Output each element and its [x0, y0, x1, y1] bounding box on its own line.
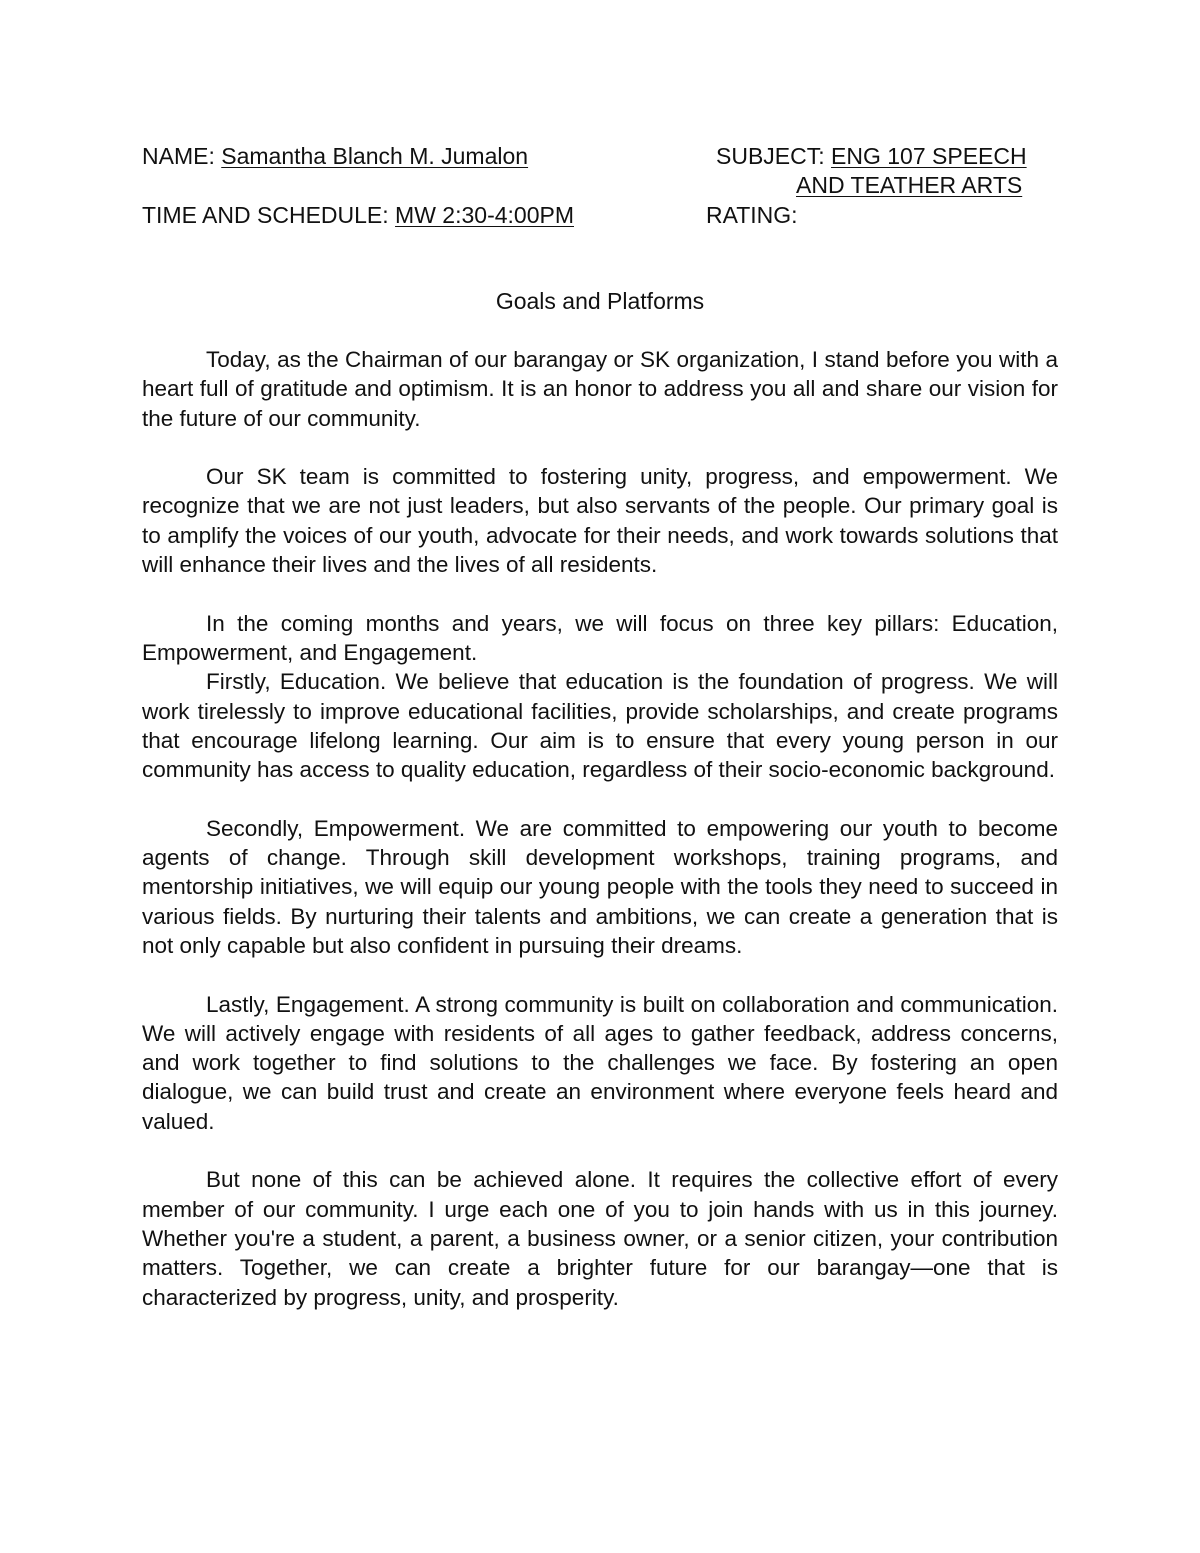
name-field	[142, 142, 528, 171]
document-body	[142, 345, 1058, 1312]
document-title: Goals and Platforms	[495, 288, 705, 314]
subject-field-continued	[796, 171, 1022, 200]
paragraph-team-commitment: Our SK team is committed to fostering unity, progress, and empowerment. We recognize that we are not just leaders, but also servants of the people. Our primary goal is to amplify the voices of our youth, advocate for their needs, and work towards solutions that will enhance their lives and the lives of all residents.	[142, 464, 1058, 578]
paragraph-conclusion: But none of this can be achieved alone. It requires the collective effort of every member of our community. I urge each one of you to join hands with us in this journey. Whether you're a student, a parent, a business owner, or a senior citizen, your contribution matters. Together, we can create a brighter future for our barangay—one that is characterized by progress, unity, and prosperity.	[142, 1167, 1058, 1310]
subject-field	[716, 142, 1027, 171]
name-label: NAME:	[142, 143, 222, 169]
rating-label: RATING:	[706, 202, 798, 228]
time-value: MW 2:30-4:00PM	[395, 202, 574, 228]
name-value: Samantha Blanch M. Jumalon	[221, 143, 529, 169]
time-schedule-field	[142, 201, 574, 230]
rating-field	[706, 201, 798, 230]
paragraph-education: Firstly, Education. We believe that education is the foundation of progress. We will work tirelessly to improve educational facilities, provide scholarships, and create programs that encourage lifelong learning. Our aim is to ensure that every young person in our community has access to quality education, regardless of their socio-economic background.	[142, 669, 1058, 783]
paragraph-empowerment: Secondly, Empowerment. We are committed to empowering our youth to become agents of change. Through skill development workshops, training programs, and mentorship initiatives, we will equip our young people with the tools they need to succeed in various fields. By nurturing their talents and ambitions, we can create a generation that is not only capable but also confident in pursuing their dreams.	[142, 815, 1058, 958]
paragraph-engagement: Lastly, Engagement. A strong community is built on collaboration and communication. We will actively engage with residents of all ages to gather feedback, address concerns, and work together to find solutions to the challenges we face. By fostering an open dialogue, we can build trust and create an environment where everyone feels heard and valued.	[142, 991, 1058, 1134]
paragraph-key-pillars: In the coming months and years, we will focus on three key pillars: Education, Empowerment, and Engagement.	[142, 610, 1058, 665]
paragraph-intro: Today, as the Chairman of our barangay or SK organization, I stand before you with a heart full of gratitude and optimism. It is an honor to address you all and share our vision for the future of our community.	[142, 347, 1058, 431]
subject-value-line2: AND TEATHER ARTS	[796, 172, 1023, 198]
subject-label: SUBJECT:	[716, 143, 832, 169]
time-label: TIME AND SCHEDULE:	[142, 202, 396, 228]
subject-value-line1: ENG 107 SPEECH	[831, 143, 1027, 169]
